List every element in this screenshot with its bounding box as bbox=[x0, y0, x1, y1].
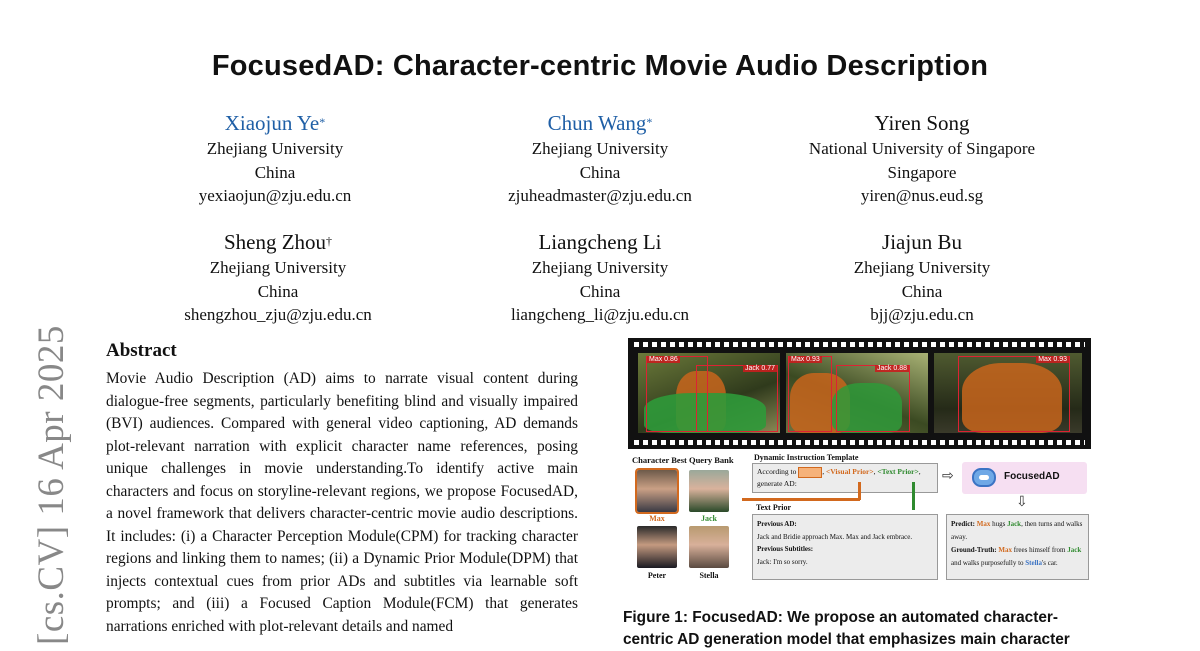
movie-frame bbox=[934, 353, 1082, 433]
detection-label: Max 0.93 bbox=[791, 356, 820, 363]
author-block bbox=[742, 110, 1102, 208]
author-affiliation: Zhejiang University bbox=[853, 258, 991, 277]
film-perforation bbox=[634, 342, 1085, 347]
author-block bbox=[420, 229, 780, 327]
author-name[interactable]: Chun Wang* bbox=[547, 111, 653, 135]
prediction-box: Predict: Max hugs Jack, then turns and walks away. Ground-Truth: Max frees himself from Jack and walks purposefully to Stella's car. bbox=[946, 514, 1089, 580]
author-affiliation: Zhejiang University bbox=[531, 139, 669, 158]
author-affiliation: Zhejiang University bbox=[206, 139, 344, 158]
character-face-jack bbox=[689, 470, 729, 512]
character-name: Peter bbox=[647, 571, 667, 580]
author-name[interactable]: Xiaojun Ye* bbox=[224, 111, 326, 135]
focusedad-model-box: FocusedAD bbox=[962, 462, 1087, 494]
character-name: Max bbox=[649, 514, 665, 523]
author-block bbox=[742, 229, 1102, 327]
figure-caption: Figure 1: FocusedAD: We propose an automated character-centric AD generation model that emphasizes main character bbox=[623, 609, 1070, 648]
template-heading: Dynamic Instruction Template bbox=[754, 453, 859, 462]
author-email: liangcheng_li@zju.edu.cn bbox=[510, 305, 690, 324]
detection-label: Jack 0.77 bbox=[745, 365, 775, 372]
author-email: zjuheadmaster@zju.edu.cn bbox=[508, 186, 692, 205]
author-affiliation: National University of Singapore bbox=[808, 139, 1036, 158]
author-country: China bbox=[257, 281, 299, 301]
paper-title: FocusedAD: Character-centric Movie Audio Description bbox=[211, 50, 989, 82]
arrow-right-icon: ⇨ bbox=[942, 469, 954, 484]
detection-label: Jack 0.88 bbox=[877, 365, 907, 372]
author-name: Jiajun Bu bbox=[882, 230, 962, 254]
character-name: Stella bbox=[699, 571, 719, 580]
text-prior-box: Previous AD: Jack and Bridie approach Max. Max and Jack embrace. Previous Subtitles: Jack: I'm so sorry. bbox=[752, 514, 938, 580]
movie-frame bbox=[638, 353, 780, 433]
arrow-down-icon: ⇩ bbox=[1016, 495, 1028, 510]
author-country: China bbox=[579, 281, 621, 301]
film-perforation bbox=[634, 440, 1085, 445]
author-country: Singapore bbox=[887, 162, 957, 182]
character-face-max bbox=[637, 470, 677, 512]
model-logo-icon bbox=[972, 468, 996, 487]
author-email: yexiaojun@zju.edu.cn bbox=[198, 186, 352, 205]
character-face-peter bbox=[637, 526, 677, 568]
author-country: China bbox=[901, 281, 943, 301]
author-country: China bbox=[254, 162, 296, 182]
author-name: Sheng Zhou† bbox=[223, 230, 333, 254]
visual-prior-arrow bbox=[858, 482, 861, 500]
detection-label: Max 0.93 bbox=[1038, 356, 1067, 363]
visual-prior-arrow bbox=[742, 498, 860, 501]
text-prior-heading: Text Prior bbox=[756, 503, 792, 512]
author-block bbox=[98, 229, 458, 327]
author-name: Yiren Song bbox=[874, 111, 970, 135]
visual-prior-slot bbox=[798, 467, 822, 478]
author-email: bjj@zju.edu.cn bbox=[870, 305, 974, 324]
abstract-heading: Abstract bbox=[106, 340, 177, 361]
instruction-template: According to , <Visual Prior>, <Text Prior>, generate AD: bbox=[752, 463, 938, 493]
author-name: Liangcheng Li bbox=[538, 230, 662, 254]
abstract-text: Movie Audio Description (AD) aims to narrate visual content during dialogue-free segments, particularly benefiting blind and visually impaired (BVI) audiences. Compared with general video captioning, AD demands plot-relevant narration with explicit character name references, posing unique challenges in movie understanding.To identify active main characters and focus on storyline-relevant regions, we propose FocusedAD, a novel framework that delivers character-centric movie audio descriptions. It includes: (i) a Character Perception Module(CPM) for tracking character regions and linking them to names; (ii) a Dynamic Prior Module(DPM) that injects contextual cues from prior ADs and subtitles via learnable soft prompts; and (iii) a Focused Caption Module(FCM) that generates narrations enriched with plot-relevant details and named bbox=[106, 370, 578, 635]
movie-frame bbox=[786, 353, 928, 433]
detection-label: Max 0.86 bbox=[649, 356, 678, 363]
author-block bbox=[420, 110, 780, 208]
character-name: Jack bbox=[701, 514, 717, 523]
author-country: China bbox=[579, 162, 621, 182]
query-bank-heading: Character Best Query Bank bbox=[632, 455, 734, 465]
character-face-stella bbox=[689, 526, 729, 568]
text-prior-arrow bbox=[912, 482, 915, 510]
filmstrip bbox=[628, 338, 1091, 449]
author-email: yiren@nus.eud.sg bbox=[860, 186, 984, 205]
author-email: shengzhou_zju@zju.edu.cn bbox=[184, 305, 372, 324]
author-affiliation: Zhejiang University bbox=[209, 258, 347, 277]
author-block bbox=[95, 110, 455, 208]
author-affiliation: Zhejiang University bbox=[531, 258, 669, 277]
arxiv-stamp: [cs.CV] 16 Apr 2025 bbox=[31, 325, 72, 645]
figure-1 bbox=[628, 338, 1091, 584]
